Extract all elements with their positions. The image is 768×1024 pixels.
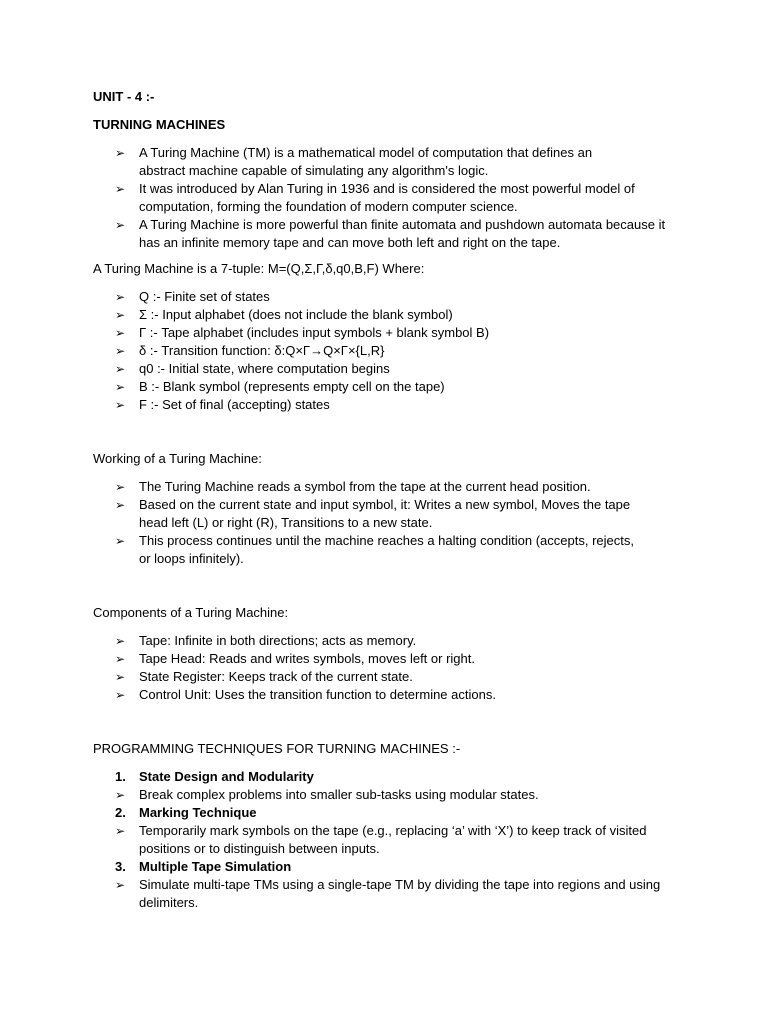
list-item-text: q0 :- Initial state, where computation begins — [139, 361, 390, 376]
list-item-text: Based on the current state and input symbol, it: Writes a new symbol, Moves the tape head left (L) or right (R), Transitions to a new state. — [139, 497, 631, 530]
arrow-bullet-icon: ➢ — [115, 398, 126, 412]
arrow-bullet-icon: ➢ — [115, 480, 126, 494]
list-item — [93, 786, 683, 804]
list-item-text: Temporarily mark symbols on the tape (e.g., replacing ‘a’ with ‘X’) to keep track of visited positions or to distinguish between inputs. — [139, 823, 647, 856]
list-item — [93, 686, 683, 704]
arrow-bullet-icon: ➢ — [115, 534, 126, 548]
spacer — [93, 414, 683, 450]
technique-name: Multiple Tape Simulation — [139, 859, 292, 874]
list-item — [93, 632, 683, 650]
technique-number: 1. — [115, 769, 126, 784]
list-item-text: δ :- Transition function: δ:Q×Γ→Q×Γ×{L,R} — [139, 343, 385, 358]
arrow-bullet-icon: ➢ — [115, 218, 126, 232]
arrow-bullet-icon: ➢ — [115, 344, 126, 358]
arrow-bullet-icon: ➢ — [115, 290, 126, 304]
list-item — [93, 668, 683, 686]
list-item — [93, 496, 683, 532]
list-item-text: Break complex problems into smaller sub-tasks using modular states. — [139, 787, 539, 802]
list-item-text: Q :- Finite set of states — [139, 289, 270, 304]
list-item — [93, 876, 683, 912]
list-item — [93, 180, 683, 216]
list-item-text: Control Unit: Uses the transition function to determine actions. — [139, 687, 496, 702]
arrow-bullet-icon: ➢ — [115, 362, 126, 376]
programming-title: PROGRAMMING TECHNIQUES FOR TURNING MACHINES :- — [93, 741, 461, 756]
list-item-text: The Turing Machine reads a symbol from the tape at the current head position. — [139, 479, 591, 494]
components-list — [93, 632, 683, 704]
list-item-text: B :- Blank symbol (represents empty cell on the tape) — [139, 379, 445, 394]
document-page — [93, 88, 683, 912]
arrow-bullet-icon: ➢ — [115, 634, 126, 648]
arrow-bullet-icon: ➢ — [115, 878, 126, 892]
list-item-text: Σ :- Input alphabet (does not include the blank symbol) — [139, 307, 453, 322]
list-item — [93, 378, 683, 396]
list-item — [93, 288, 683, 306]
spacer — [93, 704, 683, 740]
list-item-text: State Register: Keeps track of the current state. — [139, 669, 413, 684]
list-item-text: This process continues until the machine reaches a halting condition (accepts, rejects, or loops infinitely). — [139, 533, 634, 566]
list-item-text: Γ :- Tape alphabet (includes input symbols + blank symbol B) — [139, 325, 490, 340]
intro-list — [93, 144, 683, 252]
list-item-text: Tape: Infinite in both directions; acts as memory. — [139, 633, 417, 648]
list-item-text: It was introduced by Alan Turing in 1936 and is considered the most powerful model of computation, forming the foundation of modern computer science. — [139, 181, 635, 214]
section-title: TURNING MACHINES — [93, 117, 226, 132]
list-item — [93, 144, 683, 180]
list-item — [93, 360, 683, 378]
arrow-bullet-icon: ➢ — [115, 670, 126, 684]
tuple-definition: A Turing Machine is a 7-tuple: M=(Q,Σ,Γ,δ,q0,B,F) Where: — [93, 261, 425, 276]
arrow-bullet-icon: ➢ — [115, 498, 126, 512]
list-item — [93, 306, 683, 324]
working-list — [93, 478, 683, 568]
spacer — [93, 568, 683, 604]
arrow-bullet-icon: ➢ — [115, 824, 126, 838]
list-item — [93, 532, 683, 568]
components-title: Components of a Turing Machine: — [93, 605, 289, 620]
list-item — [93, 324, 683, 342]
arrow-bullet-icon: ➢ — [115, 788, 126, 802]
list-item — [93, 650, 683, 668]
arrow-bullet-icon: ➢ — [115, 688, 126, 702]
techniques-list — [93, 768, 683, 912]
arrow-bullet-icon: ➢ — [115, 380, 126, 394]
list-item — [93, 478, 683, 496]
technique-heading — [93, 804, 683, 822]
list-item — [93, 342, 683, 360]
arrow-bullet-icon: ➢ — [115, 182, 126, 196]
technique-name: Marking Technique — [139, 805, 257, 820]
list-item-text: F :- Set of final (accepting) states — [139, 397, 330, 412]
technique-name: State Design and Modularity — [139, 769, 314, 784]
arrow-bullet-icon: ➢ — [115, 326, 126, 340]
list-item — [93, 822, 683, 858]
working-title: Working of a Turing Machine: — [93, 451, 262, 466]
list-item-text: Simulate multi-tape TMs using a single-tape TM by dividing the tape into regions and using delimiters. — [139, 877, 661, 910]
technique-heading — [93, 858, 683, 876]
tuple-list — [93, 288, 683, 414]
arrow-bullet-icon: ➢ — [115, 308, 126, 322]
unit-title: UNIT - 4 :- — [93, 89, 155, 104]
arrow-bullet-icon: ➢ — [115, 652, 126, 666]
technique-number: 2. — [115, 805, 126, 820]
list-item-text: A Turing Machine (TM) is a mathematical model of computation that defines an abstract machine capable of simulating any algorithm's logic. — [139, 145, 593, 178]
arrow-bullet-icon: ➢ — [115, 146, 126, 160]
list-item-text: Tape Head: Reads and writes symbols, moves left or right. — [139, 651, 475, 666]
list-item-text: A Turing Machine is more powerful than finite automata and pushdown automata because it has an infinite memory tape and can move both left and right on the tape. — [139, 217, 666, 250]
technique-number: 3. — [115, 859, 126, 874]
technique-heading — [93, 768, 683, 786]
list-item — [93, 216, 683, 252]
list-item — [93, 396, 683, 414]
